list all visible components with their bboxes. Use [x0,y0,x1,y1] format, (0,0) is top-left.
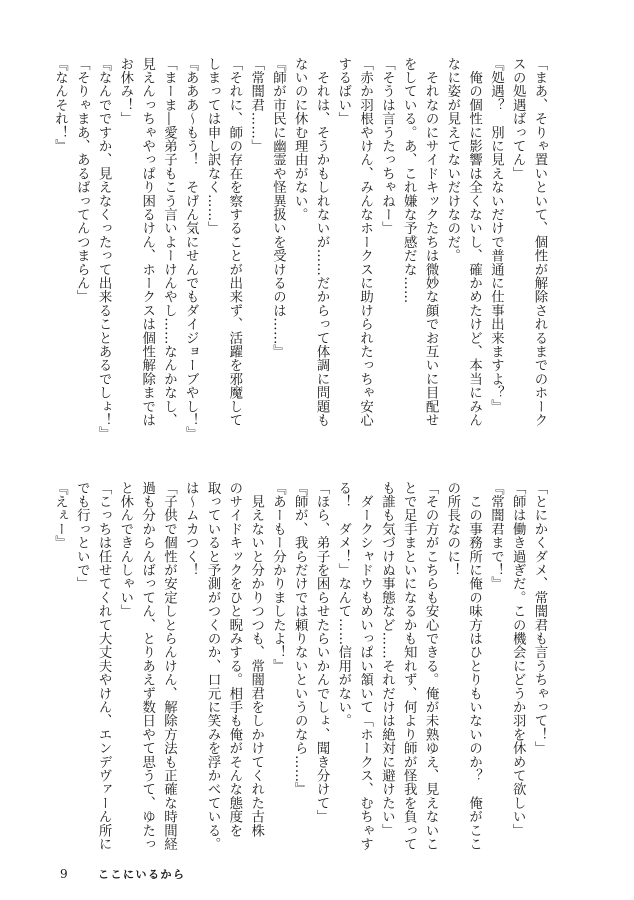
text-line: のサイドキックをひと睨みする。相手も俺がそんな態度を [226,481,242,838]
text-line: 「その方がこちらも安心できる。俺が未熟ゆえ、見えないこ [423,481,439,851]
text-line: 『えぇー』 [52,481,68,550]
running-title: ここにいるから [98,868,186,881]
text-line: 「子供で個性が安定しとらんけん、解除方法も正確な時間経 [161,481,177,851]
text-line: 『師が、我らだけでは頼りないというのなら……』 [292,481,308,797]
text-line: それは、そうかもしれないが……だからって体調に問題も [314,57,330,427]
text-line: 「そりゃまあ、あるばってんつまらん」 [74,57,90,304]
text-block-top [52,57,550,441]
text-line: も誰も気づけぬ事態など……それだけは絶対に避けたい」 [379,481,395,838]
text-line: 「まあ、そりゃ置いといて、個性が解除されるまでのホーク [532,57,547,427]
text-line: でも行っといで」 [74,481,90,591]
text-line: 「とにかくダメ、常闇君も言うちゃって！」 [532,481,547,755]
text-line: 見えんっちゃやっぱり困るけん、ホークスは個性解除までは [139,57,155,427]
text-line: しまっては申し訳なく……」 [205,57,221,236]
text-line: 「まーま―愛弟子もこう言いよーけんやし……なんかなし、 [161,57,177,427]
text-line: 『処遇？ 別に見えないだけで普通に仕事出来ますよ？』 [488,57,504,414]
text-line: 「赤か羽根やけん、みんなホークスに助けられたっちゃ安心 [357,57,373,427]
text-line: 『常闇君まで！』 [488,481,504,591]
text-line: とで足手まといになるかも知れず、何より師が怪我を負って [401,481,417,851]
text-block-bottom [52,481,550,857]
text-line: なに姿が見えてないだけなのだ。 [444,57,460,263]
text-line: 「こっちは任せてくれて大丈夫やけん、エンデヴァーん所に [96,481,112,851]
text-line: る！ ダメ！」なんて……信用がない。 [335,481,351,728]
text-line: 過も分からんばってん、とりあえず数日やて思うて、ゆたっ [139,481,155,851]
text-line: 「それに、師の存在を察することが出来ず、活躍を邪魔して [226,57,242,427]
text-line: 『なんでですか、見えなくったって出来ることあるでしょ！』 [96,57,112,441]
text-line: ないのに休む理由がない。 [292,57,308,222]
text-line: 『なんそれ！』 [52,57,68,153]
text-line: するばい」 [335,57,351,126]
text-line: 「そうは言うたっちゃねー」 [379,57,395,236]
text-line: と休んできんしゃい」 [117,481,133,618]
text-line: お休み！」 [117,57,133,126]
text-line: 「師は働き過ぎだ。この機会にどうか羽を休めて欲しい」 [510,481,526,838]
text-line: 見えないと分かりつつも、常闇君をしかけてくれた古株 [248,481,264,838]
text-line: 取っていると予測がつくのか、口元に笑みを浮かべている。 [205,481,221,851]
text-line: 『あーもー分かりましたよ！』 [270,481,286,673]
text-line: 「ほら、弟子を困らせたらいかんでしょ、聞き分けて」 [314,481,330,824]
text-line: の所長なのに！ [444,481,460,577]
text-line: それなのにサイドキックたちは微妙な顔でお互いに目配せ [423,57,439,427]
text-line: 『師が市民に幽霊や怪異扱いを受けるのは……』 [270,57,286,359]
text-line: 「常闇君……」 [248,57,264,153]
text-line: をしている。あ、これ嫌な予感だな…… [401,57,417,304]
text-line: は～ムカつく！ [183,481,199,577]
text-line: ダークシャドウもめいっぱい頷いて「ホークス、むちゃす [357,481,373,851]
text-line: 『あああ～もう！ そげん気にせんでもダイジョーブやし！』 [183,57,199,441]
text-line: この事務所に俺の味方はひとりもいないのか？ 俺がここ [466,481,482,851]
text-line: スの処遇ばってん」 [510,57,526,181]
page-number: 9 [60,867,68,881]
text-line: 俺の個性に影響は全くないし、確かめたけど、本当にみん [466,57,482,427]
